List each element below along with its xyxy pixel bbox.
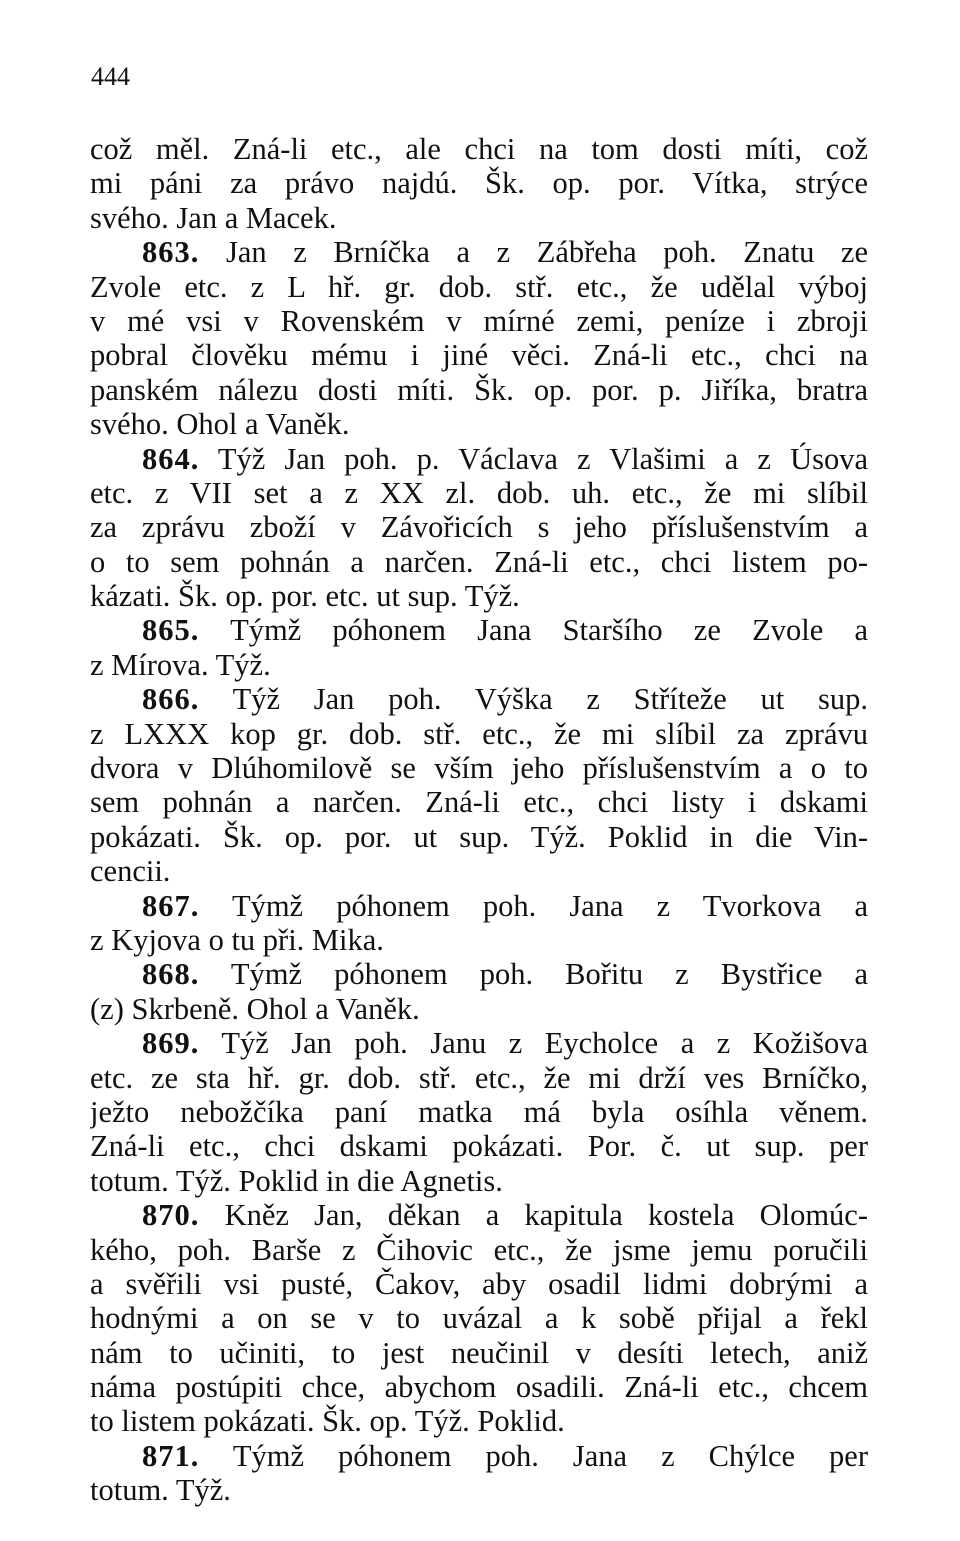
text-line: [90, 992, 868, 1026]
text-line: [90, 648, 868, 682]
text-line: [90, 854, 868, 888]
line-text: Týmž póhonem poh. Jana z Chýlce per: [232, 1438, 868, 1473]
text-line: [90, 820, 868, 854]
line-text: cencii.: [90, 854, 171, 889]
line-text: Kněz Jan, děkan a kapitula kostela Olomúc-: [224, 1198, 868, 1233]
entry-start-line: [90, 1439, 868, 1473]
line-text: kého, poh. Barše z Čihovic etc., že jsme jemu poručili: [90, 1232, 868, 1267]
line-text: Týmž póhonem poh. Jana z Tvorkova a: [231, 888, 868, 923]
line-text: Týž Jan poh. Výška z Stříteže ut sup.: [232, 682, 868, 717]
page-number: 444: [91, 62, 130, 91]
text-line: [90, 923, 868, 957]
entry-start-line: [90, 1026, 868, 1060]
line-text: to listem pokázati. Šk. op. Týž. Poklid.: [90, 1404, 565, 1439]
text-line: [90, 373, 868, 407]
line-text: nám to učiniti, to jest neučinil v desíti letech, aniž: [90, 1335, 868, 1370]
line-text: což měl. Zná-li etc., ale chci na tom dosti míti, což: [90, 132, 868, 166]
text-line: [90, 1370, 868, 1404]
line-text: mi páni za právo najdú. Šk. op. por. Vítka, strýce: [90, 166, 868, 201]
line-text: z Mírova. Týž.: [90, 647, 271, 682]
line-text: svého. Jan a Macek.: [90, 200, 337, 235]
line-text: za zprávu zboží v Závořicích s jeho příslušenstvím a: [90, 510, 868, 545]
entry-start-line: [90, 613, 868, 647]
text-line: [90, 166, 868, 200]
line-text: z Kyjova o tu při. Mika.: [90, 922, 384, 957]
line-text: a svěřili vsi pusté, Čakov, aby osadil lidmi dobrými a: [90, 1266, 868, 1301]
line-text: sem pohnán a narčen. Zná-li etc., chci listy i dskami: [90, 785, 868, 820]
text-line: [90, 1164, 868, 1198]
text-line: [90, 201, 868, 235]
text-line: [90, 1336, 868, 1370]
entry-start-line: [90, 682, 868, 716]
line-text: Týž Jan poh. p. Václava z Vlašimi a z Úsova: [217, 441, 868, 476]
line-text: náma postúpiti chce, abychom osadili. Zná-li etc., chcem: [90, 1370, 868, 1405]
entry-number: 865.: [142, 613, 200, 648]
line-text: Zvole etc. z L hř. gr. dob. stř. etc., že udělal výboj: [90, 269, 868, 304]
line-text: kázati. Šk. op. por. etc. ut sup. Týž.: [90, 579, 520, 614]
entry-number: 868.: [142, 957, 200, 992]
line-text: panském nálezu dosti míti. Šk. op. por. p. Jiříka, bratra: [90, 372, 868, 407]
text-line: [90, 1301, 868, 1335]
line-text: hodnými a on se v to uvázal a k sobě přijal a řekl: [90, 1301, 868, 1336]
line-text: pokázati. Šk. op. por. ut sup. Týž. Poklid in die Vin-: [90, 819, 868, 854]
text-line: [90, 476, 868, 510]
entry-number: 864.: [142, 441, 200, 476]
text-line: [90, 1267, 868, 1301]
text-line: [90, 1233, 868, 1267]
line-text: etc. ze sta hř. gr. dob. stř. etc., že mi drží ves Brníčko,: [90, 1060, 868, 1095]
line-text: Týmž póhonem Jana Staršího ze Zvole a: [230, 613, 868, 648]
text-line: [90, 132, 868, 166]
text-line: [90, 270, 868, 304]
line-text: (z) Skrbeně. Ohol a Vaněk.: [90, 991, 420, 1026]
line-text: Jan z Brníčka a z Zábřeha poh. Znatu ze: [225, 235, 868, 270]
line-text: totum. Týž. Poklid in die Agnetis.: [90, 1163, 503, 1198]
text-line: [90, 785, 868, 819]
entry-start-line: [90, 1198, 868, 1232]
body-text: [90, 132, 868, 1508]
entry-number: 870.: [142, 1198, 200, 1233]
text-line: [90, 579, 868, 613]
text-line: [90, 751, 868, 785]
entry-number: 867.: [142, 888, 200, 923]
entry-start-line: [90, 235, 868, 269]
text-line: [90, 717, 868, 751]
text-line: [90, 1473, 868, 1507]
line-text: etc. z VII set a z XX zl. dob. uh. etc., že mi slíbil: [90, 475, 868, 510]
line-text: v mé vsi v Rovenském v mírné zemi, peníze i zbroji: [90, 303, 868, 338]
line-text: z LXXX kop gr. dob. stř. etc., že mi slíbil za zprávu: [90, 716, 868, 751]
line-text: dvora v Dlúhomilově se vším jeho příslušenstvím a o to: [90, 751, 868, 786]
line-text: pobral člověku mému i jiné věci. Zná-li etc., chci na: [90, 338, 868, 373]
entry-start-line: [90, 957, 868, 991]
entry-start-line: [90, 889, 868, 923]
entry-number: 869.: [142, 1026, 200, 1061]
text-line: [90, 304, 868, 338]
line-text: o to sem pohnán a narčen. Zná-li etc., chci listem po-: [90, 544, 868, 579]
entry-number: 871.: [142, 1438, 200, 1473]
text-line: [90, 545, 868, 579]
text-line: [90, 407, 868, 441]
text-line: [90, 510, 868, 544]
text-line: [90, 1095, 868, 1129]
line-text: svého. Ohol a Vaněk.: [90, 407, 350, 442]
text-line: [90, 1404, 868, 1438]
entry-number: 863.: [142, 235, 200, 270]
entry-number: 866.: [142, 682, 200, 717]
line-text: Týmž póhonem poh. Bořitu z Bystřice a: [230, 957, 868, 992]
line-text: ježto nebožčíka paní matka má byla osíhla věnem.: [90, 1094, 868, 1129]
text-line: [90, 1061, 868, 1095]
text-line: [90, 1129, 868, 1163]
text-line: [90, 338, 868, 372]
line-text: Zná-li etc., chci dskami pokázati. Por. č. ut sup. per: [90, 1129, 868, 1164]
line-text: Týž Jan poh. Janu z Eycholce a z Kožišova: [221, 1026, 868, 1061]
line-text: totum. Týž.: [90, 1473, 231, 1508]
entry-start-line: [90, 442, 868, 476]
